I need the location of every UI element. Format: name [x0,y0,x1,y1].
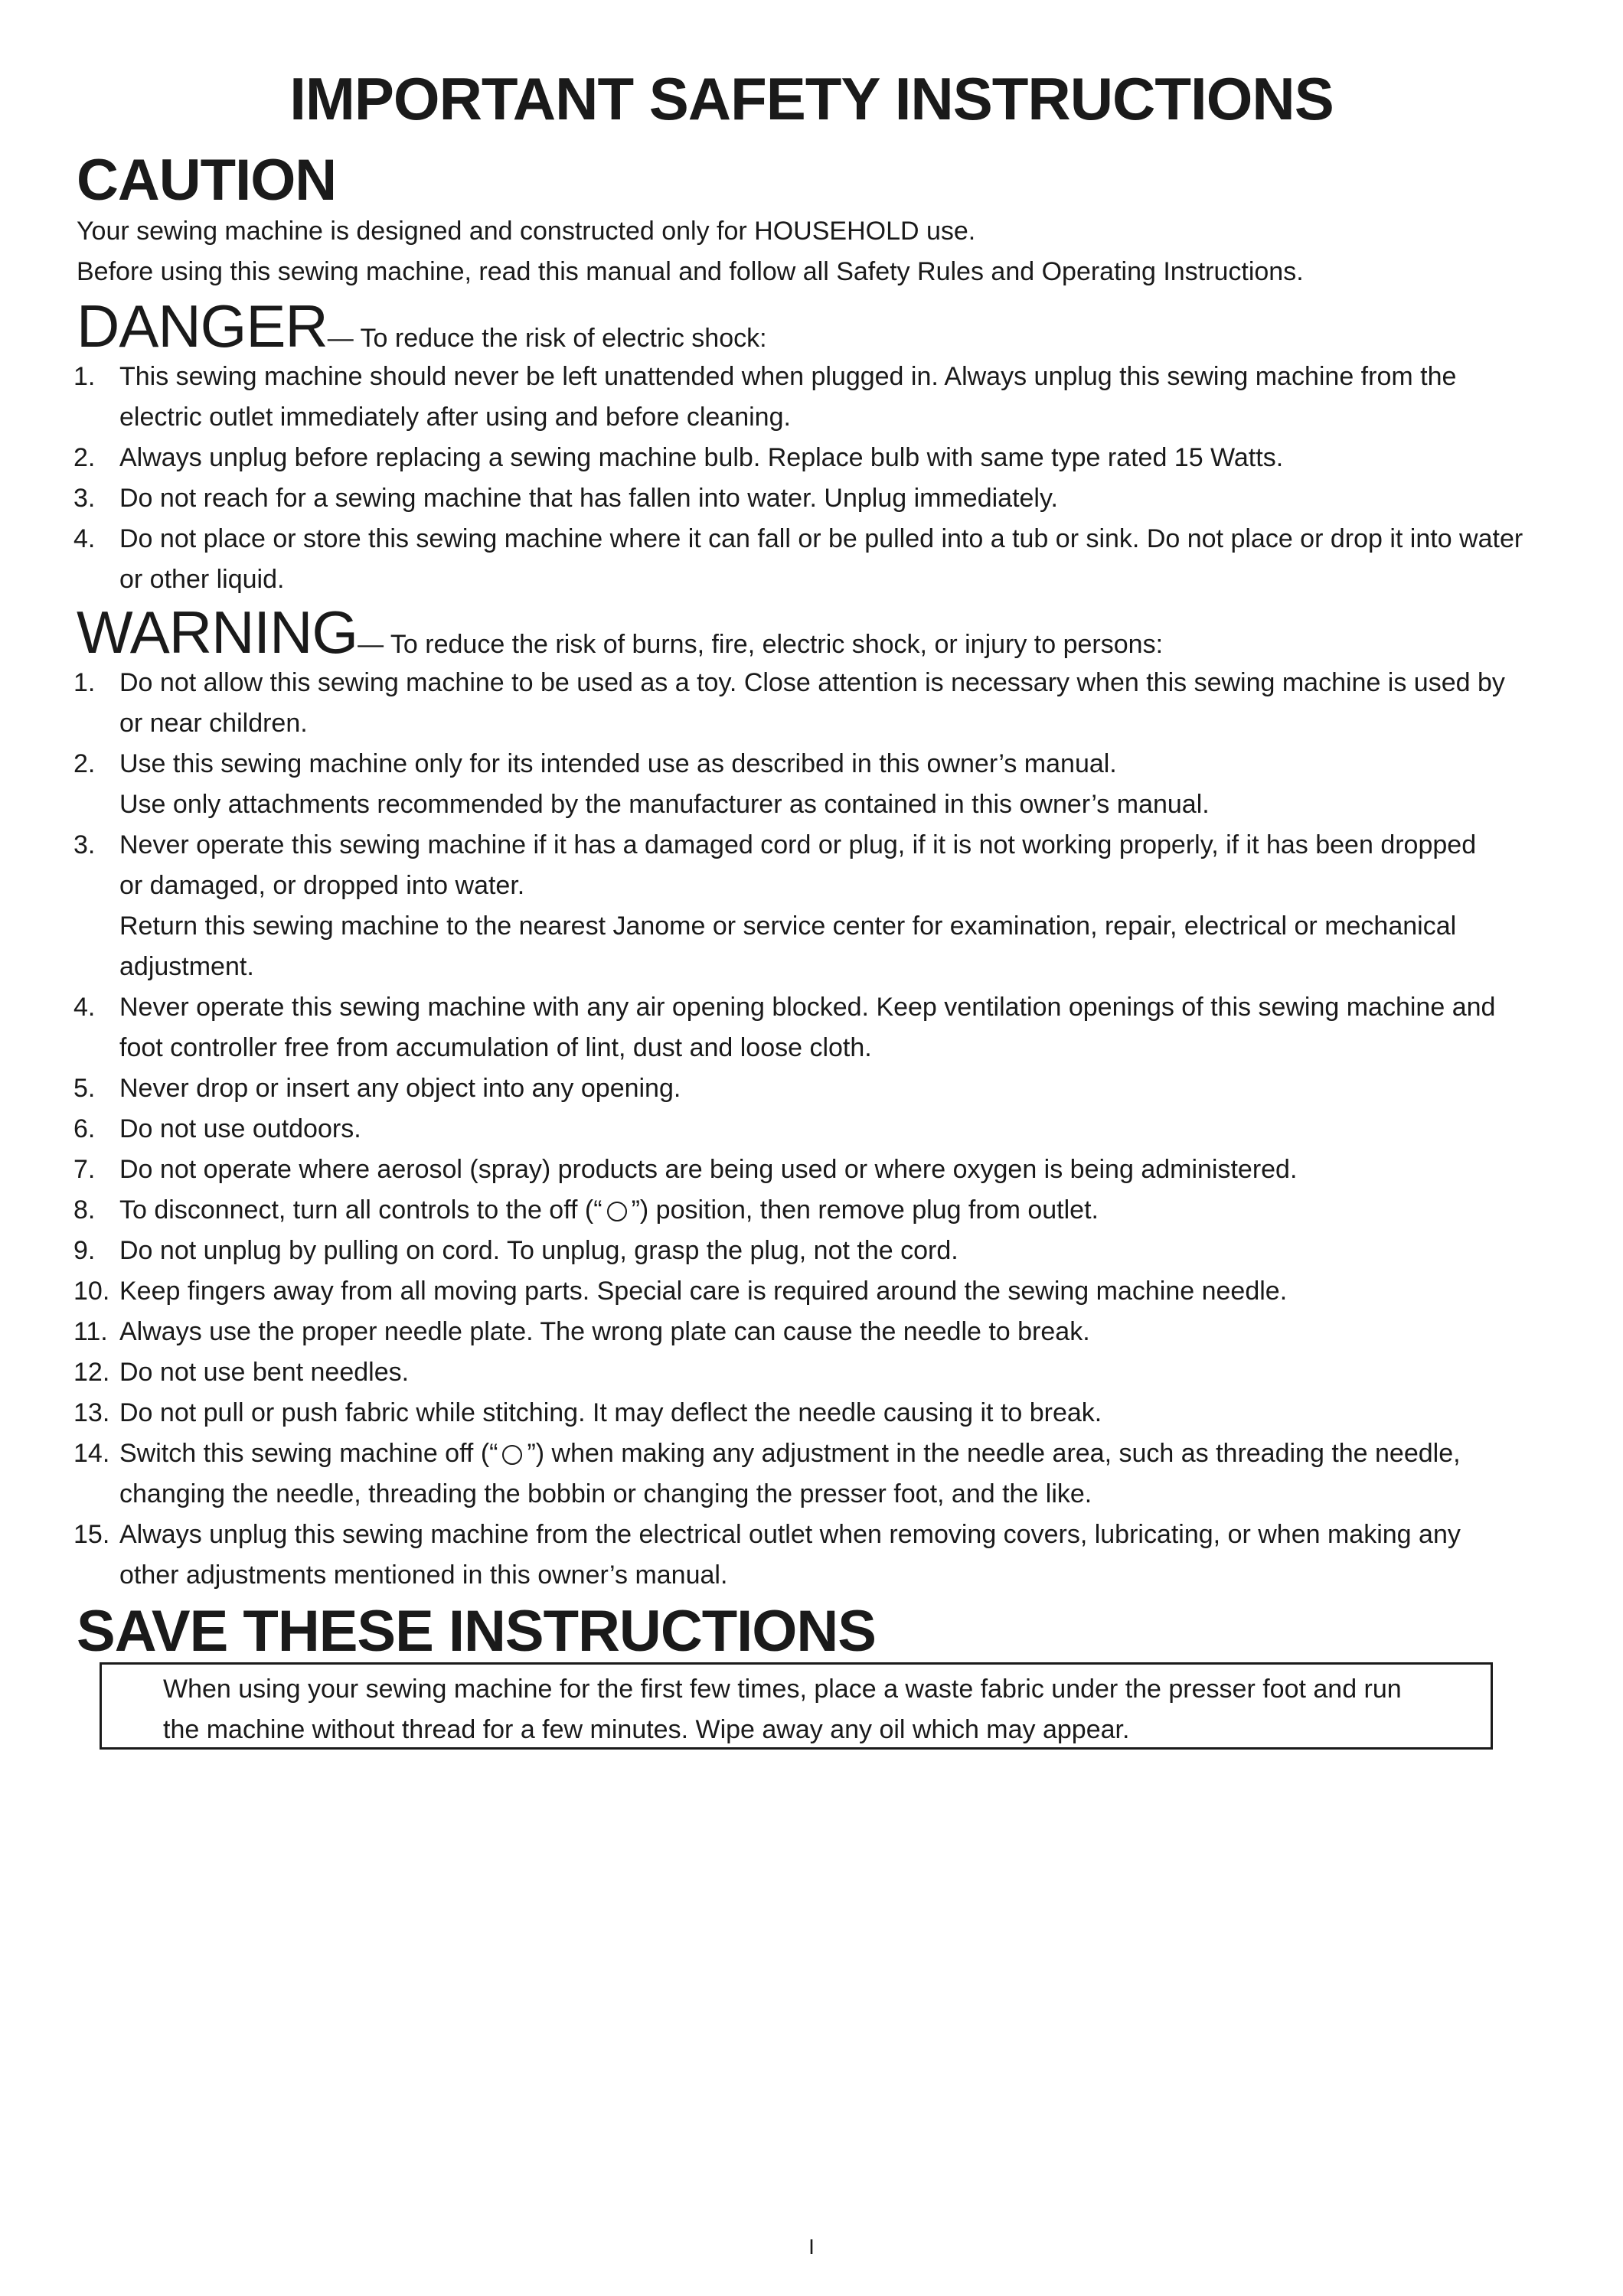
item-number: 2. [73,749,96,778]
warning-heading: WARNING [77,598,358,666]
item-text: or other liquid. [119,565,285,594]
item-number: 1. [73,668,96,697]
item-number: 9. [73,1236,96,1265]
danger-note: — To reduce the risk of electric shock: [327,324,767,353]
item-text: foot controller free from accumulation of lint, dust and loose cloth. [119,1033,872,1062]
caution-line: Before using this sewing machine, read this manual and follow all Safety Rules and Operating Instructions. [77,257,1304,286]
item-number: 6. [73,1114,96,1143]
item-text: Do not place or store this sewing machine where it can fall or be pulled into a tub or sink. Do not place or drop it into water [119,524,1523,553]
item-text: Keep fingers away from all moving parts. Special care is required around the sewing machine needle. [119,1277,1288,1306]
item-number: 4. [73,524,96,553]
item-text: Do not use bent needles. [119,1358,410,1387]
list-item [73,519,1559,600]
notice-box [100,1662,1493,1750]
item-number: 11. [73,1317,108,1346]
item-text: Never operate this sewing machine if it has a damaged cord or plug, if it is not working properly, if it has been dropped [119,830,1477,859]
item-text [119,1433,1559,1474]
item-text: Return this sewing machine to the nearest Janome or service center for examination, repair, electrical or mechanical [119,912,1457,941]
list-item [73,1515,1559,1596]
item-text-after: ”) position, then remove plug from outlet. [631,1195,1099,1225]
item-text: Never drop or insert any object into any opening. [119,1074,681,1103]
list-item [73,825,1559,987]
item-number: 3. [73,484,96,513]
item-number: 12. [73,1358,110,1387]
list-item [73,1150,1559,1190]
item-number: 2. [73,443,96,472]
notice-line: When using your sewing machine for the first few times, place a waste fabric under the presser foot and run [163,1675,1402,1704]
list-item [73,357,1559,438]
item-number: 15. [73,1520,110,1549]
danger-list [73,357,1559,600]
item-text [119,1190,1559,1231]
item-text: adjustment. [119,952,254,981]
warning-note: — To reduce the risk of burns, fire, electric shock, or injury to persons: [358,630,1164,659]
list-item [73,438,1559,478]
list-item [73,1352,1559,1393]
list-item [73,1109,1559,1150]
item-text: Always unplug before replacing a sewing machine bulb. Replace bulb with same type rated 15 Watts. [119,443,1284,472]
item-text: or near children. [119,709,308,738]
item-text: electric outlet immediately after using and before cleaning. [119,403,791,432]
save-instructions-heading: SAVE THESE INSTRUCTIONS [77,1599,876,1664]
list-item [73,1312,1559,1352]
item-number: 5. [73,1074,96,1103]
item-number: 3. [73,830,96,859]
item-number: 7. [73,1155,96,1184]
item-number: 10. [73,1277,110,1306]
caution-text [77,211,1531,292]
item-text-before: Switch this sewing machine off (“ [119,1439,498,1468]
item-text-after: ”) when making any adjustment in the needle area, such as threading the needle, [527,1439,1461,1468]
item-number: 13. [73,1398,110,1427]
notice-line: the machine without thread for a few minutes. Wipe away any oil which may appear. [163,1715,1130,1744]
item-text: Always use the proper needle plate. The wrong plate can cause the needle to break. [119,1317,1090,1346]
list-item [73,478,1559,519]
item-text: Do not allow this sewing machine to be used as a toy. Close attention is necessary when this sewing machine is used by [119,668,1505,697]
page-title: IMPORTANT SAFETY INSTRUCTIONS [289,65,1334,132]
list-item [73,1433,1559,1515]
item-text: This sewing machine should never be left unattended when plugged in. Always unplug this sewing machine from the [119,362,1457,391]
off-circle-icon [502,1445,522,1465]
item-text: Use only attachments recommended by the manufacturer as contained in this owner’s manual. [119,790,1210,819]
item-text-before: To disconnect, turn all controls to the off (“ [119,1195,603,1225]
list-item [73,1068,1559,1109]
item-number: 4. [73,993,96,1022]
list-item [73,1231,1559,1271]
list-item [73,1393,1559,1433]
list-item [73,1190,1559,1231]
list-item [73,663,1559,744]
item-text: Do not unplug by pulling on cord. To unplug, grasp the plug, not the cord. [119,1236,958,1265]
item-number: 14. [73,1439,110,1468]
item-text: Do not reach for a sewing machine that has fallen into water. Unplug immediately. [119,484,1058,513]
caution-line: Your sewing machine is designed and constructed only for HOUSEHOLD use. [77,217,976,246]
list-item [73,1271,1559,1312]
caution-heading: CAUTION [77,148,337,213]
item-text: other adjustments mentioned in this owner’s manual. [119,1561,728,1590]
item-text: or damaged, or dropped into water. [119,871,525,900]
item-number: 8. [73,1195,96,1225]
item-text: Do not pull or push fabric while stitching. It may deflect the needle causing it to break. [119,1398,1102,1427]
page-number: I [808,2235,815,2258]
item-text: Use this sewing machine only for its intended use as described in this owner’s manual. [119,749,1117,778]
list-item [73,744,1559,825]
item-text: Do not operate where aerosol (spray) products are being used or where oxygen is being administered. [119,1155,1298,1184]
item-text: Never operate this sewing machine with any air opening blocked. Keep ventilation openings of this sewing machine and [119,993,1496,1022]
item-text: changing the needle, threading the bobbin or changing the presser foot, and the like. [119,1479,1092,1508]
item-number: 1. [73,362,96,391]
list-item [73,987,1559,1068]
item-text: Do not use outdoors. [119,1114,361,1143]
warning-list [73,663,1559,1596]
danger-heading: DANGER [77,292,328,360]
item-text: Always unplug this sewing machine from the electrical outlet when removing covers, lubricating, or when making any [119,1520,1461,1549]
off-circle-icon [607,1202,627,1221]
